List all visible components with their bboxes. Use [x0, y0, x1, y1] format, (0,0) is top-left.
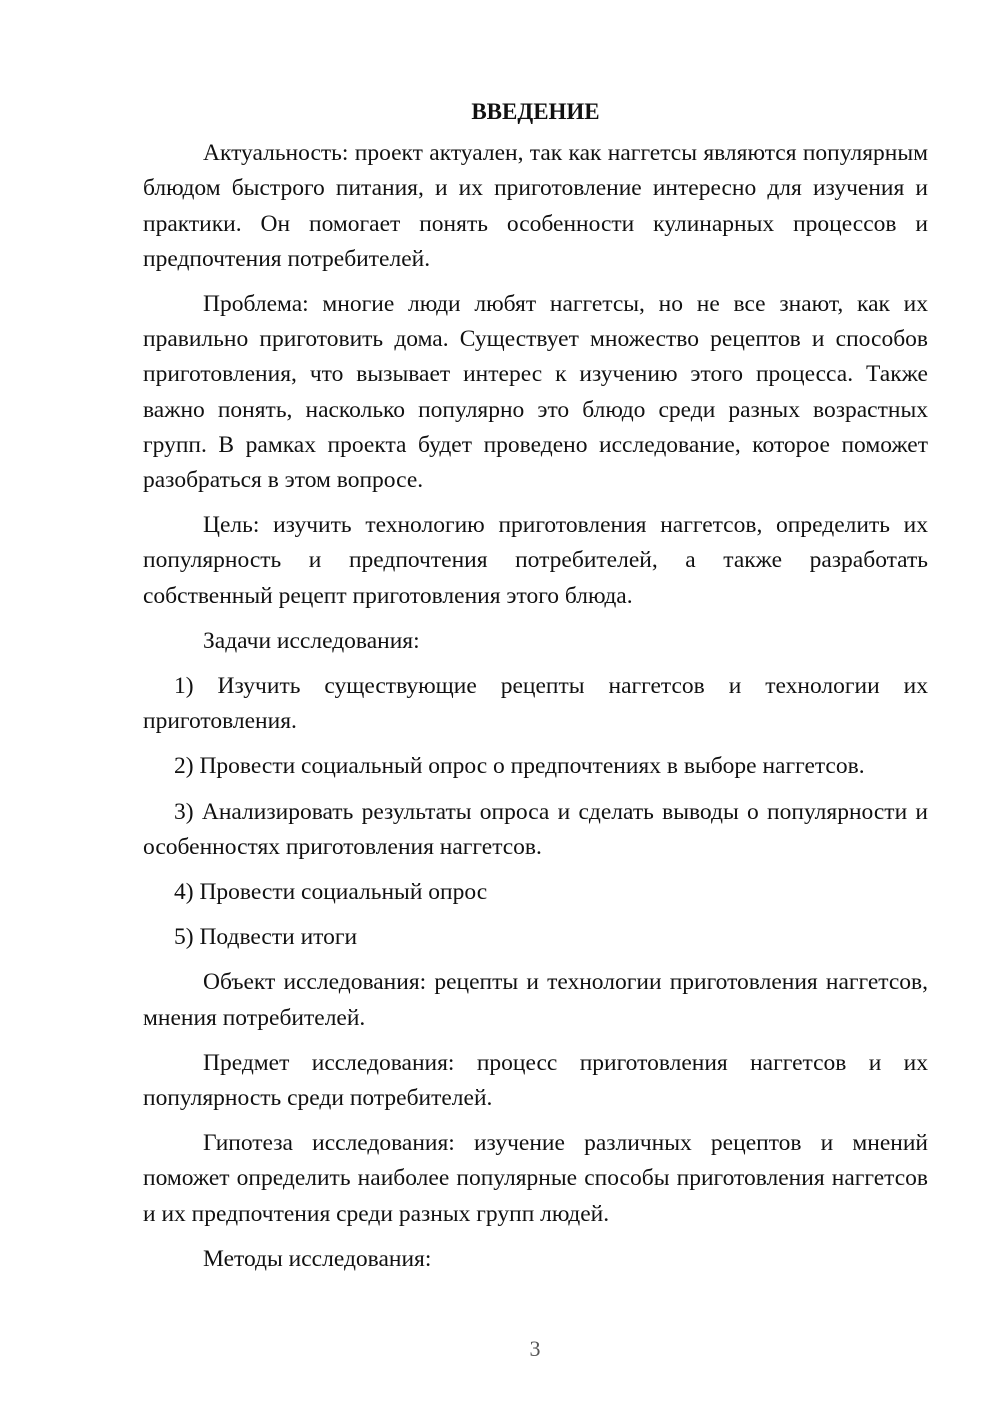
- paragraph-object: Объект исследования: рецепты и технологии приготовления наггетсов, мнения потребителей.: [143, 969, 928, 1031]
- task-item-4: 4) Провести социальный опрос: [174, 879, 488, 906]
- paragraph-subject: Предмет исследования: процесс приготовления наггетсов и их популярность среди потребителей.: [143, 1049, 928, 1112]
- task-item-3: 3) Анализировать результаты опроса и сделать выводы о популярности и особенностях приготовления наггетсов.: [143, 798, 928, 860]
- paragraph-relevance: Актуальность: проект актуален, так как наггетсы являются популярным блюдом быстрого питания, и их приготовление интересно для изучения и практики. Он помогает понять особенности кулинарных процессов и предпочтения потребителей.: [143, 140, 928, 272]
- page-number: 3: [529, 1336, 541, 1361]
- section-title: ВВЕДЕНИЕ: [471, 99, 600, 124]
- paragraph-problem: Проблема: многие люди любят наггетсы, но не все знают, как их правильно приготовить дома. Существует множество рецептов и способов приготовления, что вызывает интерес к изучению этого процесса. Также важно понять, насколько популярно это блюдо среди разных возрастных групп. В рамках проекта будет проведено исследование, которое поможет разобраться в этом вопросе.: [143, 291, 928, 494]
- page-content: [143, 94, 928, 1287]
- task-item-2: 2) Провести социальный опрос о предпочтениях в выборе наггетсов.: [174, 753, 865, 780]
- task-item-5: 5) Подвести итоги: [174, 924, 358, 951]
- task-item-1: 1) Изучить существующие рецепты наггетсов и технологии их приготовления.: [143, 673, 928, 735]
- paragraph-goal: Цель: изучить технологию приготовления наггетсов, определить их популярность и предпочтения потребителей, а также разработать собственный рецепт приготовления этого блюда.: [143, 512, 928, 609]
- paragraph-hypothesis: Гипотеза исследования: изучение различных рецептов и мнений поможет определить наиболее популярные способы приготовления наггетсов и их предпочтения среди разных групп людей.: [143, 1130, 928, 1227]
- paragraph-methods-heading: Методы исследования:: [203, 1245, 432, 1272]
- paragraph-tasks-heading: Задачи исследования:: [203, 627, 420, 654]
